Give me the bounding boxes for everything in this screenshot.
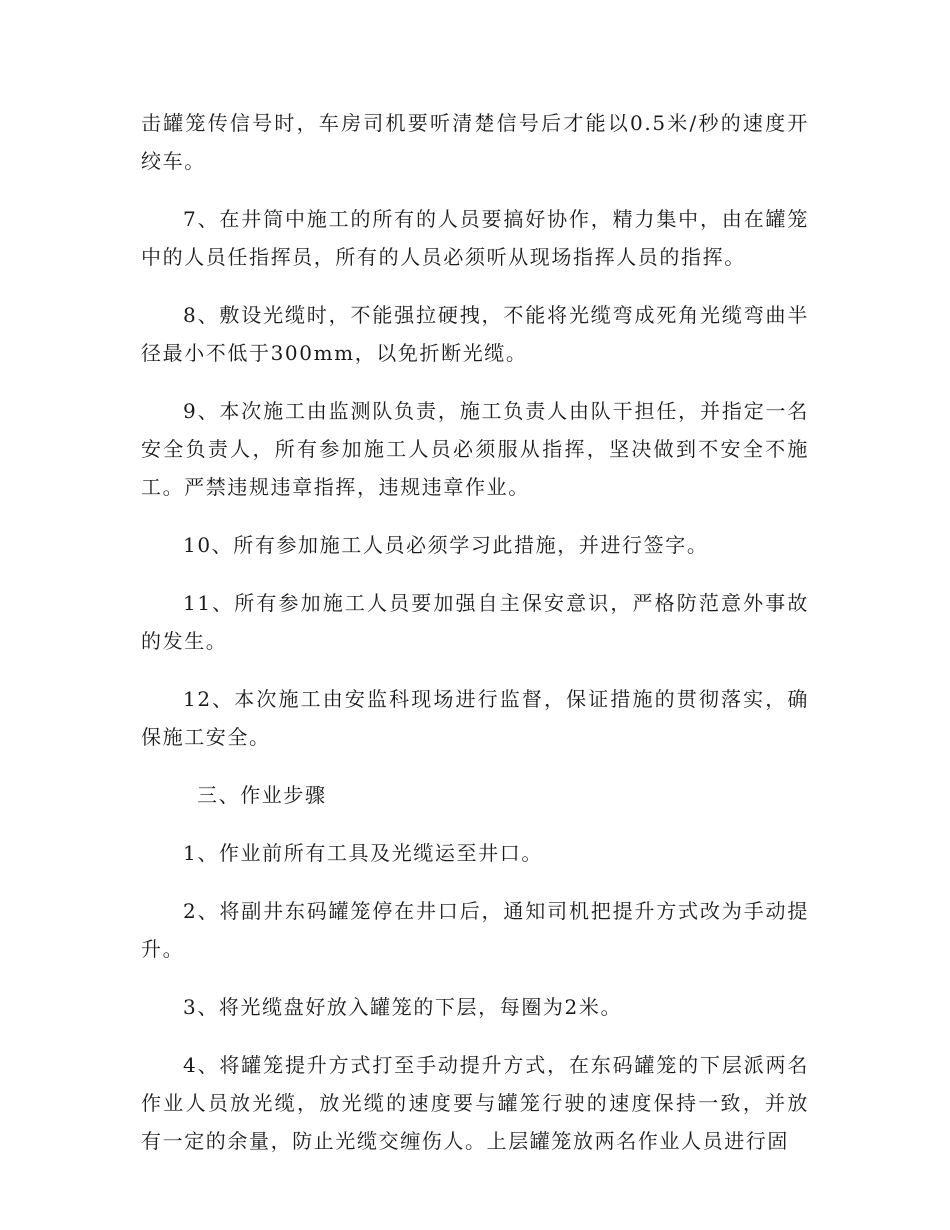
step-item-4: 4、将罐笼提升方式打至手动提升方式，在东码罐笼的下层派两名作业人员放光缆，放光缆的速度要与罐笼行驶的速度保持一致，并放有一定的余量，防止光缆交缠伤人。上层罐笼放两名作业人员进行固	[141, 1053, 809, 1153]
paragraph-item-12: 12、本次施工由安监科现场进行监督，保证措施的贯彻落实，确保施工安全。	[141, 687, 809, 749]
step-item-3: 3、将光缆盘好放入罐笼的下层，每圈为2米。	[183, 995, 623, 1019]
section-heading: 三、作业步骤	[197, 783, 327, 807]
paragraph-continuation: 击罐笼传信号时，车房司机要听清楚信号后才能以0.5米/秒的速度开绞车。	[141, 111, 809, 173]
paragraph-item-11: 11、所有参加施工人员要加强自主保安意识，严格防范意外事故的发生。	[141, 591, 809, 653]
document-page	[141, 104, 809, 1180]
paragraph-item-10: 10、所有参加施工人员必须学习此措施，并进行签字。	[183, 533, 709, 557]
paragraph-item-8: 8、敷设光缆时，不能强拉硬拽，不能将光缆弯成死角光缆弯曲半径最小不低于300mm，以免折断光缆。	[141, 303, 809, 365]
step-item-1: 1、作业前所有工具及光缆运至井口。	[183, 841, 543, 865]
paragraph-item-7: 7、在井筒中施工的所有的人员要搞好协作，精力集中，由在罐笼中的人员任指挥员，所有的人员必须听从现场指挥人员的指挥。	[141, 207, 809, 269]
paragraph-item-9: 9、本次施工由监测队负责，施工负责人由队干担任，并指定一名安全负责人，所有参加施工人员必须服从指挥，坚决做到不安全不施工。严禁违规违章指挥，违规违章作业。	[141, 399, 809, 499]
step-item-2: 2、将副井东码罐笼停在井口后，通知司机把提升方式改为手动提升。	[141, 899, 809, 961]
